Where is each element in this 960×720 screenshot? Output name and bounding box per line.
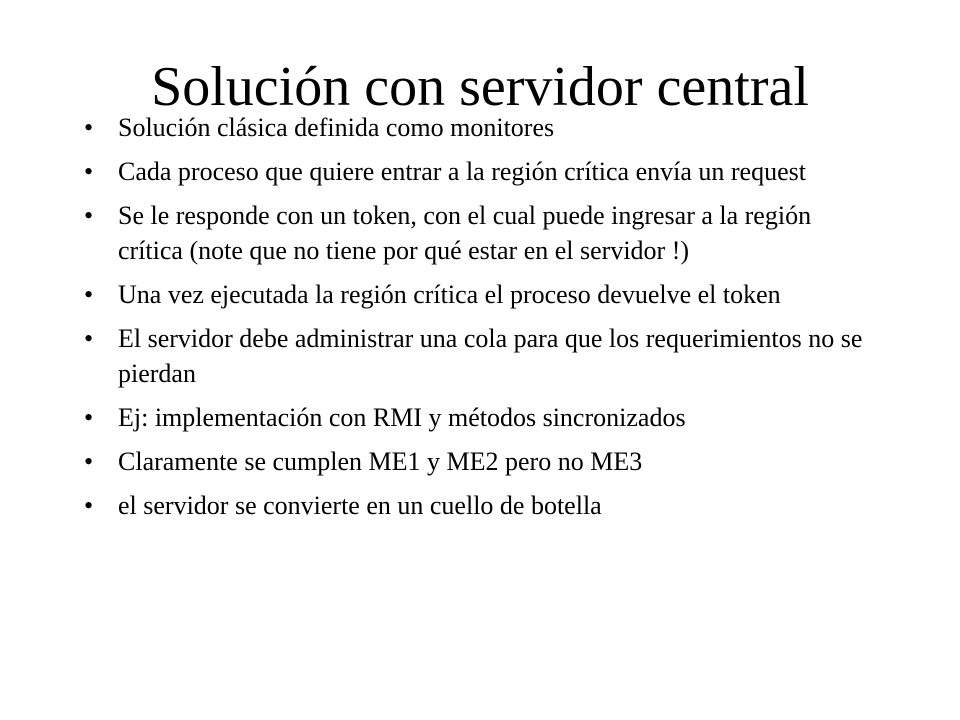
bullet-text: El servidor debe administrar una cola para que los requerimientos no se pierdan <box>118 324 863 388</box>
bullet-item <box>84 110 874 145</box>
bullet-text: Se le responde con un token, con el cual puede ingresar a la región crítica (note que no tiene por qué estar en el servidor !) <box>118 201 812 265</box>
bullet-item <box>84 154 874 189</box>
slide-title: Solución con servidor central <box>151 56 809 118</box>
bullet-icon: • <box>84 280 94 309</box>
bullet-item <box>84 488 874 523</box>
bullet-list <box>84 110 874 532</box>
bullet-icon: • <box>84 324 94 353</box>
bullet-icon: • <box>84 201 94 230</box>
bullet-item <box>84 400 874 435</box>
bullet-text: Claramente se cumplen ME1 y ME2 pero no ME3 <box>118 447 643 476</box>
bullet-text: Cada proceso que quiere entrar a la región crítica envía un request <box>118 157 806 186</box>
bullet-text: el servidor se convierte en un cuello de botella <box>118 491 602 520</box>
bullet-icon: • <box>84 113 94 142</box>
bullet-icon: • <box>84 157 94 186</box>
bullet-text: Solución clásica definida como monitores <box>118 113 555 142</box>
bullet-item <box>84 277 874 312</box>
bullet-icon: • <box>84 491 94 520</box>
bullet-item <box>84 444 874 479</box>
bullet-text: Una vez ejecutada la región crítica el proceso devuelve el token <box>118 280 781 309</box>
bullet-icon: • <box>84 403 94 432</box>
bullet-item <box>84 198 874 268</box>
bullet-icon: • <box>84 447 94 476</box>
bullet-item <box>84 321 874 391</box>
bullet-text: Ej: implementación con RMI y métodos sincronizados <box>118 403 686 432</box>
